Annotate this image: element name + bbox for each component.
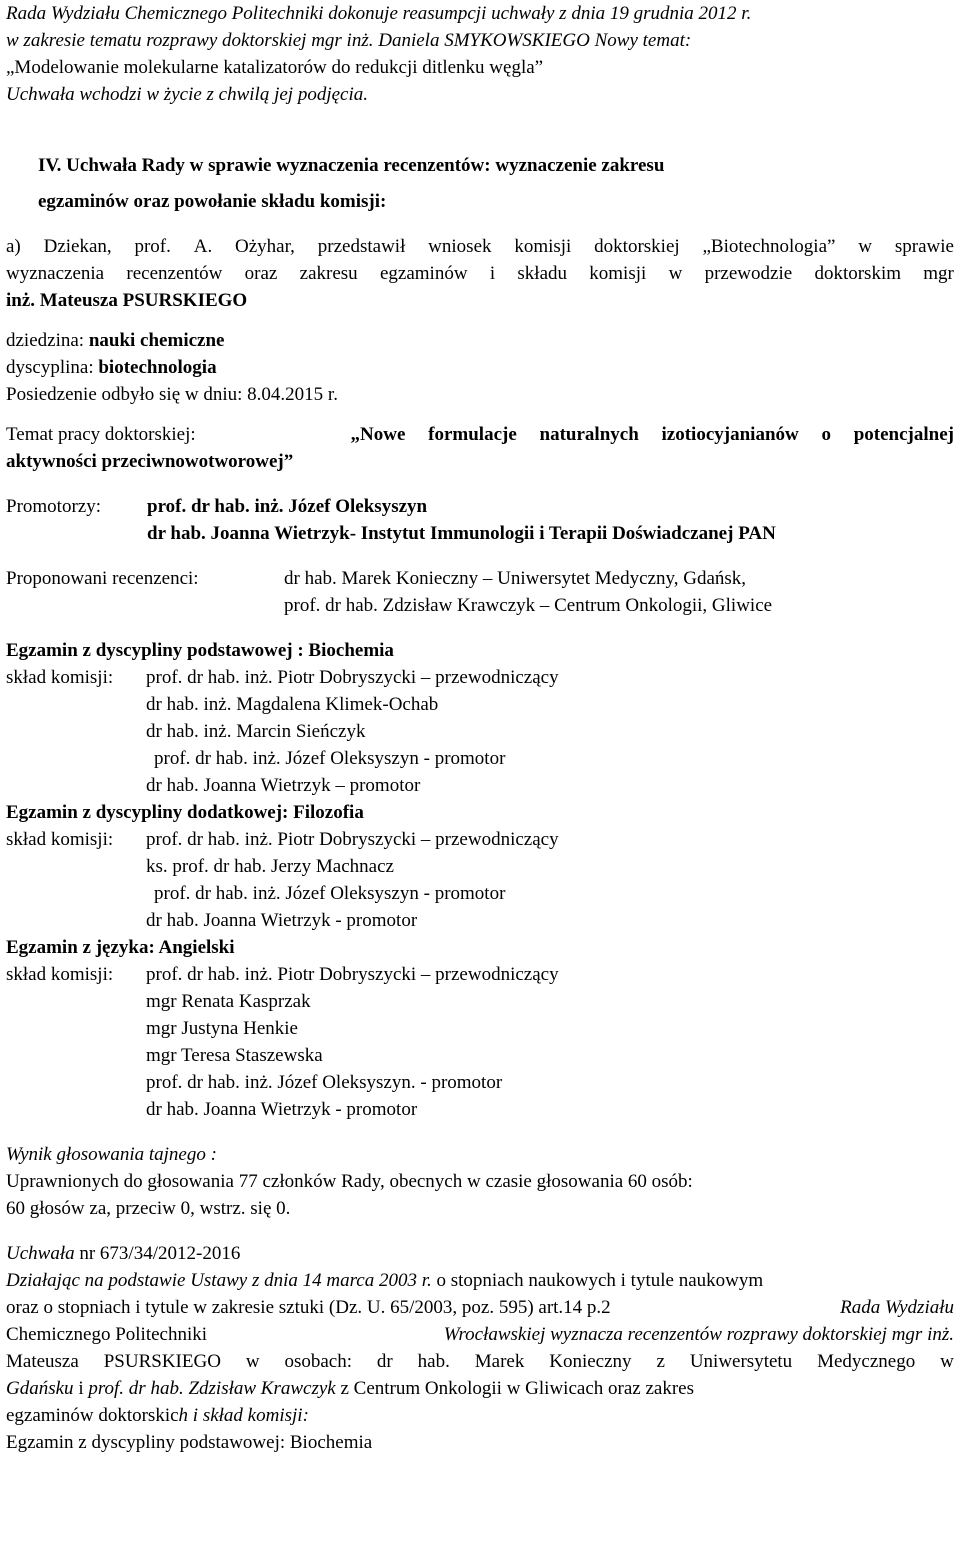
header-line-4: Uchwała wchodzi w życie z chwilą jej podjęcia.	[6, 84, 369, 105]
egzamin-2-komisja	[6, 826, 954, 934]
member: dr hab. Joanna Wietrzyk – promotor	[146, 775, 421, 796]
member: dr hab. inż. Marcin Sieńczyk	[146, 721, 366, 742]
member: prof. dr hab. inż. Piotr Dobryszycki – przewodniczący	[146, 964, 559, 985]
member: dr hab. Joanna Wietrzyk - promotor	[146, 1099, 418, 1120]
dyscyplina-label: dyscyplina:	[6, 357, 94, 378]
member: dr hab. inż. Magdalena Klimek-Ochab	[146, 694, 439, 715]
egzamin-1-komisja	[6, 664, 954, 799]
dziedzina-row	[6, 327, 954, 354]
member: mgr Renata Kasprzak	[146, 991, 311, 1012]
member: prof. dr hab. inż. Piotr Dobryszycki – przewodniczący	[146, 829, 559, 850]
header-line-1: Rada Wydziału Chemicznego Politechniki dokonuje reasumpcji uchwały z dnia 19 grudnia 2012 r.	[6, 3, 752, 24]
uchwala-l6-a: Gdańsku	[6, 1378, 74, 1399]
para-a-line-2: wyznaczenia recenzentów oraz zakresu egzaminów i składu komisji w przewodzie doktorskim mgr	[6, 263, 954, 284]
uchwala-l7-a: egzaminów doktorskic	[6, 1405, 179, 1426]
header-block	[6, 0, 954, 108]
egzamin-1	[6, 637, 954, 799]
egzamin-3	[6, 934, 954, 1123]
temat-block	[6, 421, 954, 475]
egzamin-1-members	[146, 664, 559, 799]
egzamin-2-title: Egzamin z dyscypliny dodatkowej: Filozofia	[6, 802, 364, 823]
uchwala-l7-b: h i skład komisji:	[178, 1405, 309, 1426]
recenzent-1: dr hab. Marek Konieczny – Uniwersytet Medyczny, Gdańsk,	[284, 568, 747, 589]
member: mgr Teresa Staszewska	[146, 1045, 323, 1066]
dziedzina-value: nauki chemiczne	[88, 330, 225, 351]
recenzenci-block	[6, 565, 954, 619]
uchwala-block	[6, 1240, 954, 1456]
temat-line-2: aktywności przeciwnowotworowej”	[6, 451, 294, 472]
wynik-line-2: 60 głosów za, przeciw 0, wstrz. się 0.	[6, 1198, 291, 1219]
promotor-1: prof. dr hab. inż. Józef Oleksyszyn	[147, 496, 428, 517]
uchwala-line-8: Egzamin z dyscypliny podstawowej: Biochemia	[6, 1432, 373, 1453]
promotorzy-block	[6, 493, 954, 547]
para-a-line-1: a) Dziekan, prof. A. Ożyhar, przedstawił wniosek komisji doktorskiej „Biotechnologia” w sprawie	[6, 236, 954, 257]
dyscyplina-row	[6, 354, 954, 381]
member: dr hab. Joanna Wietrzyk - promotor	[146, 910, 418, 931]
member: prof. dr hab. inż. Józef Oleksyszyn. - promotor	[146, 1072, 503, 1093]
header-line-3: „Modelowanie molekularne katalizatorów do redukcji ditlenku węgla”	[6, 57, 544, 78]
egzamin-3-members	[146, 961, 559, 1123]
promotorzy-label: Promotorzy:	[6, 496, 101, 517]
recenzenci-label: Proponowani recenzenci:	[6, 568, 199, 589]
komisja-label: skład komisji:	[6, 667, 114, 688]
uchwala-l6-c: prof. dr hab. Zdzisław Krawczyk	[88, 1378, 336, 1399]
header-line-2	[6, 27, 954, 54]
promotor-2: dr hab. Joanna Wietrzyk- Instytut Immunologii i Terapii Doświadczanej PAN	[147, 523, 776, 544]
komisja-label: skład komisji:	[6, 964, 114, 985]
wynik-line-1: Uprawnionych do głosowania 77 członków Rady, obecnych w czasie głosowania 60 osób:	[6, 1171, 693, 1192]
wynik-block	[6, 1141, 954, 1222]
uchwala-nr: nr 673/34/2012-2016	[74, 1243, 241, 1264]
paragraph-a	[6, 233, 954, 314]
posiedzenie-date: Posiedzenie odbyło się w dniu: 8.04.2015 r.	[6, 384, 338, 405]
uchwala-l3-b: Rada Wydziału	[840, 1297, 954, 1318]
uchwala-l3-a: oraz o stopniach i tytule w zakresie sztuki (Dz. U. 65/2003, poz. 595) art.14 p.2	[6, 1297, 611, 1318]
uchwala-line-4	[6, 1321, 954, 1348]
member: ks. prof. dr hab. Jerzy Machnacz	[146, 856, 394, 877]
uchwala-l2-rest: o stopniach naukowych i tytule naukowym	[431, 1270, 764, 1291]
uchwala-l4-a: Chemicznego Politechniki	[6, 1324, 208, 1345]
recenzenci-list	[284, 565, 772, 619]
member: prof. dr hab. inż. Józef Oleksyszyn - promotor	[154, 883, 506, 904]
section-line-1: IV. Uchwała Rady w sprawie wyznaczenia recenzentów: wyznaczenie zakresu	[38, 155, 665, 176]
dziedzina-label: dziedzina:	[6, 330, 85, 351]
uchwala-line-2	[6, 1267, 954, 1294]
uchwala-line-6	[6, 1375, 954, 1402]
uchwala-number	[6, 1240, 954, 1267]
promotorzy-list	[147, 493, 776, 547]
recenzent-2: prof. dr hab. Zdzisław Krawczyk – Centrum Onkologii, Gliwice	[284, 595, 773, 616]
komisja-label: skład komisji:	[6, 829, 114, 850]
uchwala-l6-d: z Centrum Onkologii w Gliwicach oraz zakres	[335, 1378, 694, 1399]
egzamin-3-title: Egzamin z języka: Angielski	[6, 937, 235, 958]
section-line-2: egzaminów oraz powołanie składu komisji:	[38, 191, 387, 212]
wynik-title: Wynik głosowania tajnego :	[6, 1144, 217, 1165]
member: prof. dr hab. inż. Piotr Dobryszycki – przewodniczący	[146, 667, 559, 688]
section-iv-heading	[6, 148, 954, 220]
uchwala-l4-b: Wrocławskiej wyznacza recenzentów rozprawy doktorskiej mgr inż.	[443, 1324, 954, 1345]
temat-title-part-1: „Nowe formulacje naturalnych izotiocyjanianów o potencjalnej	[350, 424, 954, 445]
egzamin-2	[6, 799, 954, 934]
meta-block	[6, 327, 954, 408]
member: prof. dr hab. inż. Józef Oleksyszyn - promotor	[154, 748, 506, 769]
uchwala-l2-italic: Działając na podstawie Ustawy z dnia 14 marca 2003 r.	[6, 1270, 432, 1291]
uchwala-word: Uchwała	[6, 1243, 75, 1264]
member: mgr Justyna Henkie	[146, 1018, 298, 1039]
egzamin-1-title: Egzamin z dyscypliny podstawowej : Biochemia	[6, 640, 394, 661]
temat-line-1	[6, 421, 954, 448]
uchwala-line-7	[6, 1402, 954, 1429]
egzamin-2-members	[146, 826, 559, 934]
egzamin-3-komisja	[6, 961, 954, 1123]
uchwala-l6-b: i	[73, 1378, 89, 1399]
uchwala-line-5: Mateusza PSURSKIEGO w osobach: dr hab. Marek Konieczny z Uniwersytetu Medycznego w	[6, 1351, 954, 1372]
uchwala-line-3	[6, 1294, 954, 1321]
temat-label: Temat pracy doktorskiej:	[6, 424, 196, 445]
dyscyplina-value: biotechnologia	[98, 357, 217, 378]
header-line-2-text: w zakresie tematu rozprawy doktorskiej mgr inż. Daniela SMYKOWSKIEGO Nowy temat:	[6, 30, 692, 51]
candidate-name: inż. Mateusza PSURSKIEGO	[6, 290, 248, 311]
